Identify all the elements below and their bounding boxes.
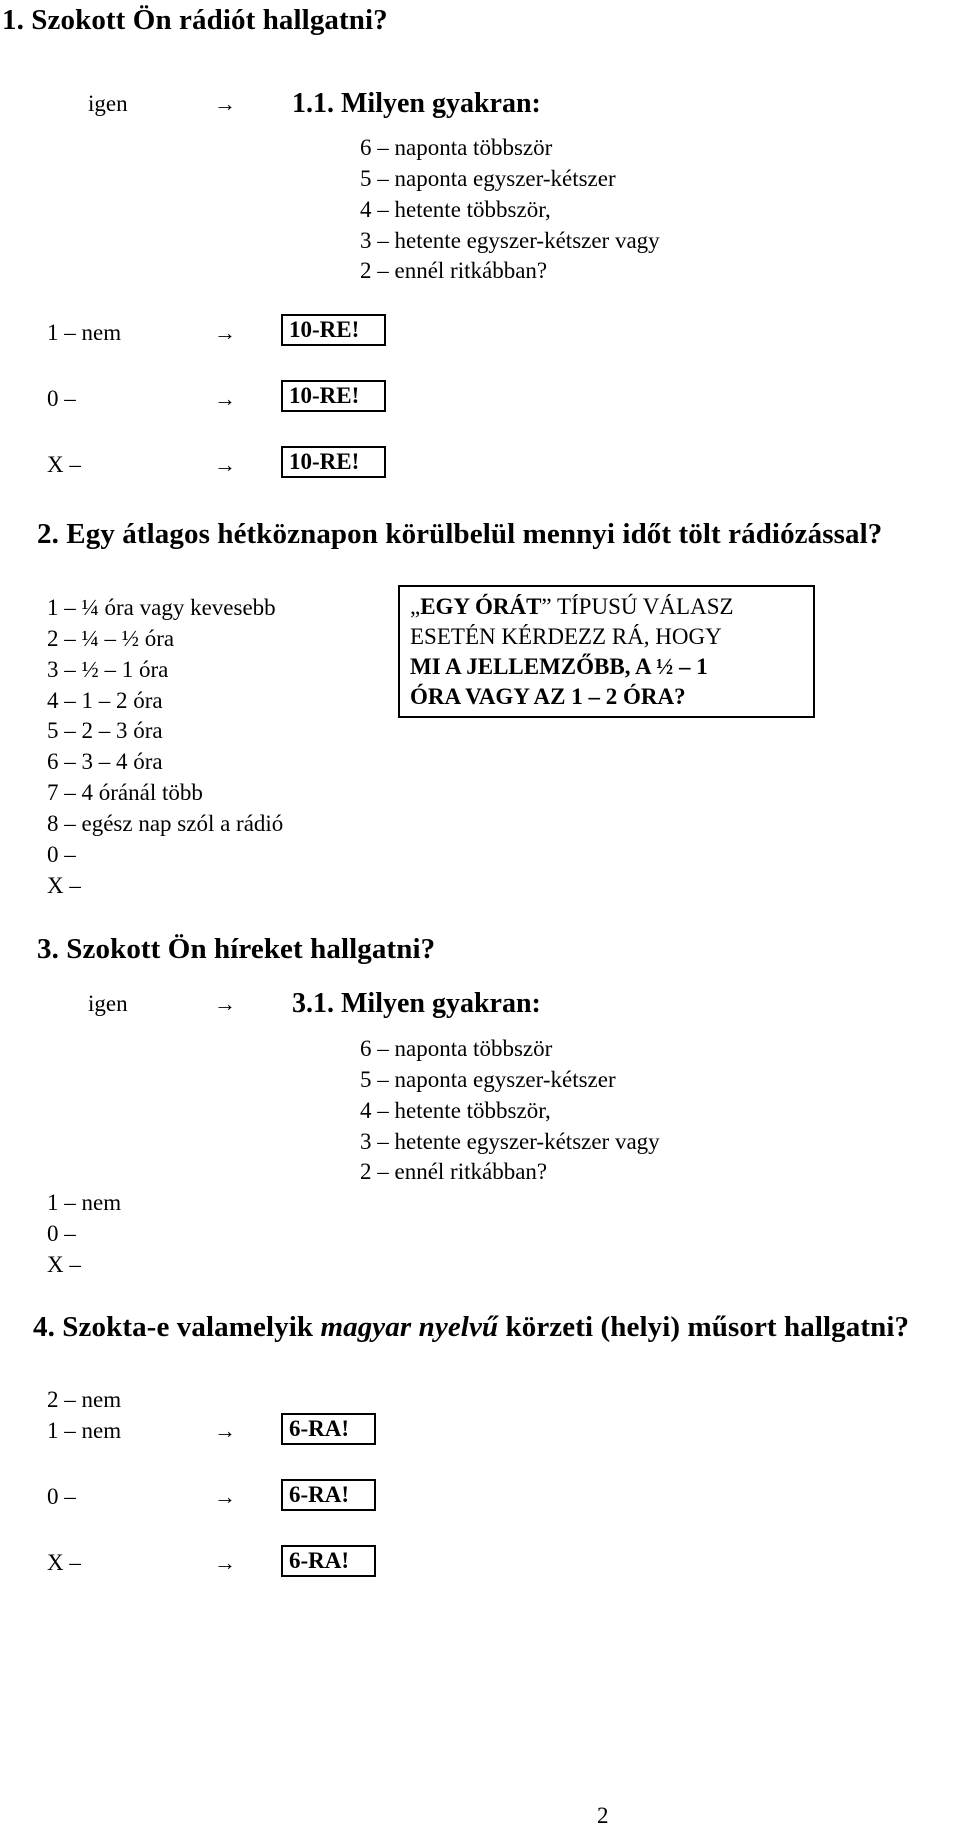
q3-followup-title: 3.1. Milyen gyakran: <box>292 988 541 1019</box>
arrow-icon: → <box>214 1550 236 1575</box>
q3-option: 0 – <box>47 1221 76 1246</box>
question-1-title: 1. Szokott Ön rádiót hallgatni? <box>2 4 388 36</box>
note-line-2: ESETÉN KÉRDEZZ RÁ, HOGY <box>410 624 722 649</box>
skip-instruction-box: 10-RE! <box>281 314 386 346</box>
skip-instruction-box: 6-RA! <box>281 1413 376 1445</box>
q3-option: X – <box>47 1252 81 1277</box>
skip-instruction-box: 10-RE! <box>281 446 386 478</box>
note-line-4: ÓRA VAGY AZ 1 – 2 ÓRA? <box>410 684 686 709</box>
q2-option: 0 – <box>47 842 76 867</box>
q1-skip-label: 0 – <box>47 386 76 411</box>
q4-title-italic: magyar nyelvű <box>320 1311 499 1343</box>
q3-followup-option: 3 – hetente egyszer-kétszer vagy <box>360 1129 660 1154</box>
q1-followup-option: 3 – hetente egyszer-kétszer vagy <box>360 228 660 253</box>
q2-option: 3 – ½ – 1 óra <box>47 657 169 682</box>
q1-skip-label: 1 – nem <box>47 320 122 345</box>
q4-skip-label: X – <box>47 1550 81 1575</box>
q1-followup-option: 6 – naponta többször <box>360 135 553 160</box>
q2-option: 7 – 4 óránál több <box>47 780 203 805</box>
skip-instruction-box: 6-RA! <box>281 1545 376 1577</box>
note-line-3: MI A JELLEMZŐBB, A ½ – 1 <box>410 654 708 679</box>
arrow-icon: → <box>214 91 236 116</box>
q1-followup-option: 4 – hetente többször, <box>360 197 551 222</box>
arrow-icon: → <box>214 991 236 1016</box>
q4-title-pre: 4. Szokta-e valamelyik <box>33 1311 321 1343</box>
q3-yes-label: igen <box>88 991 128 1016</box>
q2-option: 5 – 2 – 3 óra <box>47 718 163 743</box>
q3-followup-option: 4 – hetente többször, <box>360 1098 551 1123</box>
q4-skip-label: 0 – <box>47 1484 76 1509</box>
q4-skip-label: 1 – nem <box>47 1418 122 1443</box>
q2-option: 1 – ¼ óra vagy kevesebb <box>47 595 276 620</box>
skip-instruction-box: 6-RA! <box>281 1479 376 1511</box>
q1-followup-option: 5 – naponta egyszer-kétszer <box>360 166 616 191</box>
q3-followup-option: 6 – naponta többször <box>360 1036 553 1061</box>
arrow-icon: → <box>214 320 236 345</box>
q1-skip-label: X – <box>47 452 81 477</box>
q4-option: 2 – nem <box>47 1387 122 1412</box>
question-4-title <box>33 1313 909 1342</box>
q2-option: 4 – 1 – 2 óra <box>47 688 163 713</box>
note-line-1-rest: ” TÍPUSÚ VÁLASZ <box>541 594 734 619</box>
q1-yes-label: igen <box>88 91 128 116</box>
q2-option: X – <box>47 873 81 898</box>
q2-option: 8 – egész nap szól a rádió <box>47 811 284 836</box>
skip-instruction-box: 10-RE! <box>281 380 386 412</box>
q2-option: 6 – 3 – 4 óra <box>47 749 163 774</box>
page-number: 2 <box>597 1803 609 1828</box>
q1-followup-option: 2 – ennél ritkábban? <box>360 258 548 283</box>
question-2-title: 2. Egy átlagos hétköznapon körülbelül mennyi időt tölt rádiózással? <box>37 518 883 550</box>
arrow-icon: → <box>214 1484 236 1509</box>
q3-followup-option: 2 – ennél ritkábban? <box>360 1159 548 1184</box>
arrow-icon: → <box>214 452 236 477</box>
arrow-icon: → <box>214 386 236 411</box>
q3-followup-option: 5 – naponta egyszer-kétszer <box>360 1067 616 1092</box>
q2-option: 2 – ¼ – ½ óra <box>47 626 175 651</box>
q3-option: 1 – nem <box>47 1190 122 1215</box>
note-quote-open: „ <box>410 594 421 619</box>
q1-followup-title: 1.1. Milyen gyakran: <box>292 88 541 119</box>
arrow-icon: → <box>214 1418 236 1443</box>
q4-title-post: körzeti (helyi) műsort hallgatni? <box>498 1311 910 1343</box>
note-line-1 <box>410 592 803 622</box>
question-3-title: 3. Szokott Ön híreket hallgatni? <box>37 933 436 965</box>
interviewer-note-box <box>398 585 815 718</box>
note-bold-phrase: EGY ÓRÁT <box>420 594 542 619</box>
